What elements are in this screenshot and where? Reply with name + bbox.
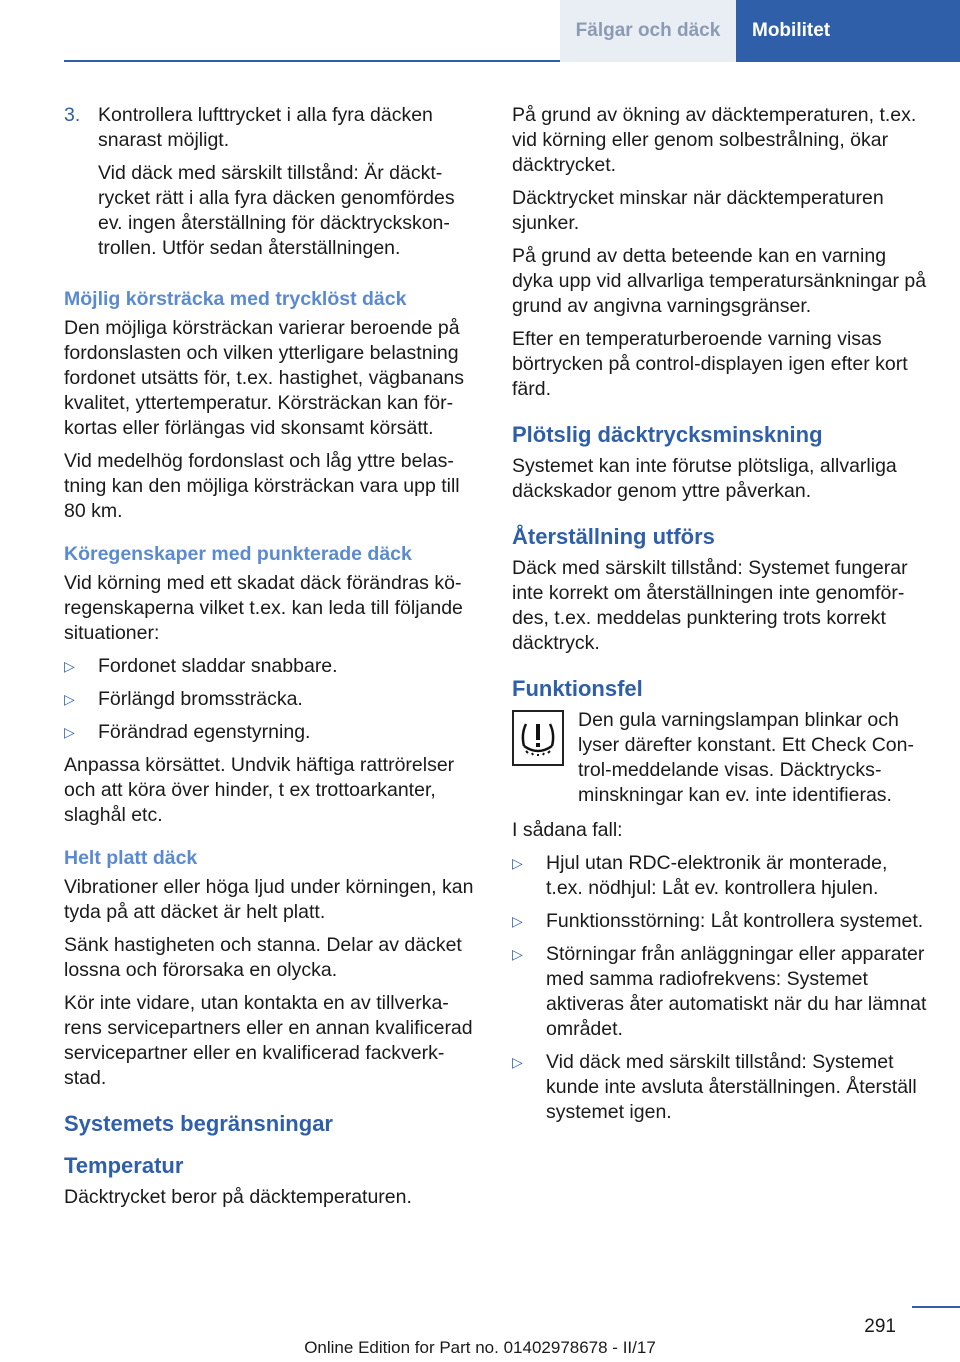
paragraph: Vibrationer eller höga ljud under körningen, kan tyda på att däcket är helt platt.	[64, 876, 474, 923]
heading-sudden-loss: Plötslig däcktrycksminskning	[512, 422, 823, 447]
list-item: ▷ Vid däck med särskilt tillstånd: Systemet kunde inte avsluta återställningen. Återställ systemet igen.	[512, 1051, 917, 1123]
section-title: Fälgar och däck	[560, 0, 736, 62]
triangle-right-icon: ▷	[512, 946, 523, 962]
triangle-right-icon: ▷	[512, 1054, 523, 1070]
heading-range: Möjlig körsträcka med trycklöst däck	[64, 288, 407, 310]
triangle-right-icon: ▷	[64, 691, 75, 707]
heading-handling: Köregenskaper med punkterade däck	[64, 543, 412, 565]
heading-reset: Återställning utförs	[512, 524, 715, 549]
heading-limitations: Systemets begränsningar	[64, 1111, 333, 1136]
triangle-right-icon: ▷	[512, 913, 523, 929]
paragraph: På grund av detta beteende kan en varning dyka upp vid allvarliga temperatursänkningar på grund av angivna varningsgränser.	[512, 245, 927, 317]
warning-text: Den gula varningslampan blinkar och lyser därefter konstant. Ett Check Control-meddelande visas. Däcktrycksminskningar kan ev. inte identifieras.	[578, 709, 914, 806]
warning-block	[512, 708, 928, 808]
paragraph: Vid medelhög fordonslast och låg yttre belastning kan den möjliga körsträckan vara upp till 80 km.	[64, 450, 460, 522]
list-item: ▷ Hjul utan RDC-elektronik är monterade, t.ex. nödhjul: Låt ev. kontrollera hjulen.	[512, 852, 888, 899]
list-item: ▷ Fordonet sladdar snabbare.	[64, 655, 338, 677]
heading-flat-tire: Helt platt däck	[64, 847, 198, 869]
triangle-right-icon: ▷	[64, 658, 75, 674]
paragraph: Däcktrycket beror på däcktemperaturen.	[64, 1186, 412, 1208]
tire-pressure-warning-icon	[512, 710, 564, 766]
list-item: ▷ Störningar från anläggningar eller apparater med samma radiofrekvens: Systemet aktiveras åter automatiskt när du har lämnat området.	[512, 943, 927, 1040]
paragraph: I sådana fall:	[512, 819, 623, 841]
bullet-list	[64, 654, 480, 745]
step-number: 3.	[64, 104, 81, 126]
paragraph: På grund av ökning av däcktemperaturen, t.ex. vid körning eller genom solbestrålning, ökar däcktrycket.	[512, 104, 917, 176]
paragraph: Anpassa körsättet. Undvik häftiga rattrörelser och att köra över hinder, t ex trottoarkanter, slaghål etc.	[64, 754, 455, 826]
paragraph: Kör inte vidare, utan kontakta en av tillverkarens servicepartners eller en annan kvalificerad servicepartner eller en kvalificerad fackverkstad.	[64, 992, 473, 1089]
header-rule	[64, 60, 560, 62]
paragraph: Däcktrycket minskar när däcktemperaturen sjunker.	[512, 187, 884, 234]
right-column	[512, 103, 928, 1133]
list-item: ▷ Funktionsstörning: Låt kontrollera systemet.	[512, 910, 924, 932]
list-item: ▷ Förlängd bromssträcka.	[64, 688, 303, 710]
paragraph: Sänk hastigheten och stanna. Delar av däcket lossna och förorsaka en olycka.	[64, 934, 462, 981]
triangle-right-icon: ▷	[512, 855, 523, 871]
paragraph: Efter en temperaturberoende varning visas börtrycken på control-displayen igen efter kort färd.	[512, 328, 908, 400]
edition-note: Online Edition for Part no. 01402978678 - II/17	[304, 1338, 656, 1357]
triangle-right-icon: ▷	[64, 724, 75, 740]
list-item: ▷ Förändrad egenstyrning.	[64, 721, 311, 743]
left-column	[64, 103, 480, 1218]
bullet-list	[512, 851, 928, 1125]
chapter-tab: Mobilitet	[736, 0, 960, 62]
footer-rule	[912, 1306, 960, 1308]
heading-malfunction: Funktionsfel	[512, 676, 643, 701]
paragraph: Däck med särskilt tillstånd: Systemet fungerar inte korrekt om återställningen inte genomfördes, t.ex. meddelas punktering trots korrekt däcktryck.	[512, 557, 908, 654]
numbered-step-3	[64, 103, 480, 269]
heading-temperature: Temperatur	[64, 1153, 184, 1178]
step-text: Kontrollera lufttrycket i alla fyra däcken snarast möjligt.	[98, 104, 433, 151]
paragraph: Vid körning med ett skadat däck förändras köregenskaperna vilket t.ex. kan leda till följande situationer:	[64, 572, 463, 644]
paragraph: Systemet kan inte förutse plötsliga, allvarliga däckskador genom yttre påverkan.	[512, 455, 897, 502]
page-number: 291	[864, 1316, 896, 1337]
step-note: Vid däck med särskilt tillstånd: Är däcktrycket rätt i alla fyra däcken genomfördes ev. ingen återställning för däcktryckskontrollen. Utför sedan återställningen.	[98, 162, 455, 259]
paragraph: Den möjliga körsträckan varierar beroende på fordonslasten och vilken ytterligare belastning fordonet utsätts för, t.ex. hastighet, vägbanans kvalitet, yttertemperatur. Körsträckan kan förkortas eller förlängas vid skonsamt körsätt.	[64, 317, 465, 439]
page-header	[0, 0, 960, 62]
